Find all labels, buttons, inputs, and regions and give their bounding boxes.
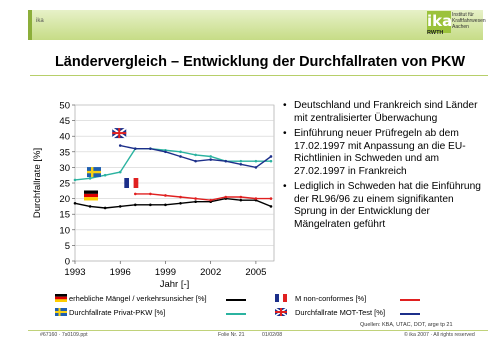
footer-divider — [28, 330, 488, 331]
data-point — [270, 197, 273, 200]
footer-date: 01/02/08 — [262, 332, 283, 338]
legend-swatch — [226, 299, 246, 301]
y-tick-label: 50 — [59, 100, 70, 112]
y-tick-label: 25 — [59, 178, 70, 190]
y-tick-label: 15 — [59, 209, 70, 221]
data-point — [119, 144, 122, 147]
data-point — [119, 171, 122, 174]
y-tick-label: 0 — [64, 256, 70, 268]
data-point — [179, 155, 182, 158]
header-left-tag: ika — [36, 18, 44, 24]
data-point — [164, 204, 167, 207]
data-point — [270, 160, 273, 163]
data-point — [194, 200, 197, 203]
data-point — [149, 193, 152, 196]
data-point — [270, 155, 273, 158]
ika-logo: ika — [427, 11, 451, 33]
y-tick-label: 40 — [59, 131, 70, 143]
x-axis-label: Jahr [-] — [159, 279, 190, 290]
institute-line-3: Aachen — [452, 24, 469, 30]
data-point — [74, 179, 77, 182]
y-tick-label: 5 — [64, 240, 70, 252]
data-point — [119, 205, 122, 208]
data-point — [104, 174, 107, 177]
uk-flag-icon — [112, 128, 126, 138]
data-point — [270, 205, 273, 208]
x-tick-label: 1999 — [154, 267, 177, 278]
data-point — [194, 160, 197, 163]
data-point — [224, 196, 227, 199]
data-point — [209, 155, 212, 158]
france-flag-icon — [275, 294, 287, 302]
legend-swatch — [400, 313, 420, 315]
sweden-flag-icon — [55, 308, 67, 316]
sweden-flag-icon — [87, 167, 101, 177]
data-point — [89, 205, 92, 208]
data-point — [209, 199, 212, 202]
footer-slide-number: Folie Nr. 21 — [218, 332, 245, 338]
germany-flag-icon — [55, 294, 67, 302]
legend-swatch — [226, 313, 246, 315]
y-tick-label: 20 — [59, 194, 70, 206]
data-point — [209, 158, 212, 161]
data-point — [240, 196, 243, 199]
bullet-list — [283, 100, 488, 234]
data-point — [134, 147, 137, 150]
sources-note: Quellen: KBA, UTAC, DOT, arge tp 21 — [360, 322, 453, 328]
data-point — [164, 194, 167, 197]
data-point — [255, 197, 258, 200]
institute-line-1: Institut für — [452, 12, 474, 18]
data-point — [179, 151, 182, 154]
data-point — [179, 202, 182, 205]
data-point — [104, 207, 107, 210]
y-axis-label: Durchfallrate [%] — [32, 147, 43, 219]
y-tick-label: 10 — [59, 225, 70, 237]
footer-copyright: © ika 2007 · All rights reserved — [404, 332, 475, 338]
data-point — [164, 151, 167, 154]
slide-title: Ländervergleich – Entwicklung der Durchfallraten von PKW — [54, 54, 466, 70]
data-point — [240, 160, 243, 163]
data-point — [194, 154, 197, 157]
data-point — [134, 193, 137, 196]
data-point — [255, 160, 258, 163]
uk-flag-icon — [275, 308, 287, 316]
y-tick-label: 30 — [59, 162, 70, 174]
legend-label: Durchfallrate MOT-Test [%] — [295, 308, 386, 317]
y-tick-label: 35 — [59, 147, 70, 159]
x-tick-label: 1996 — [109, 267, 131, 278]
bullet-item: • Einführung neuer Prüfregeln ab dem 17.02.1997 mit Anpassung an die EU-Richtlinien in Schweden und am 27.02.1997 in Frankreich — [283, 128, 488, 178]
data-point — [149, 147, 152, 150]
legend-label: Durchfallrate Privat-PKW [%] — [69, 308, 166, 317]
legend-label: M non-conformes [%] — [295, 294, 367, 303]
bullet-item: • Deutschland und Frankreich sind Länder mit zentralisierter Überwachung — [283, 100, 488, 125]
x-tick-label: 2005 — [245, 267, 267, 278]
data-point — [89, 177, 92, 180]
france-flag-icon — [124, 178, 138, 188]
data-point — [134, 204, 137, 207]
bullet-item: • Lediglich in Schweden hat die Einführung der RL96/96 zu einem signifikanten Sprung in der Entwicklung der Mängelraten geführt — [283, 181, 488, 231]
data-point — [224, 160, 227, 163]
rwth-logo-text: RWTH — [427, 30, 444, 36]
data-point — [149, 204, 152, 207]
institute-line-2: Kraftfahrwesen — [452, 18, 486, 24]
y-tick-label: 45 — [59, 116, 70, 128]
data-point — [179, 196, 182, 199]
x-tick-label: 2002 — [200, 267, 222, 278]
germany-flag-icon — [84, 190, 98, 200]
data-point — [240, 163, 243, 166]
data-point — [240, 199, 243, 202]
legend-swatch — [400, 299, 420, 301]
data-point — [74, 202, 77, 205]
x-tick-label: 1993 — [64, 267, 86, 278]
data-point — [194, 197, 197, 200]
footer-doc-id: #67160 · 7s0109.ppt — [40, 332, 88, 338]
data-point — [255, 166, 258, 169]
legend-label: erhebliche Mängel / verkehrsunsicher [%] — [69, 294, 207, 303]
